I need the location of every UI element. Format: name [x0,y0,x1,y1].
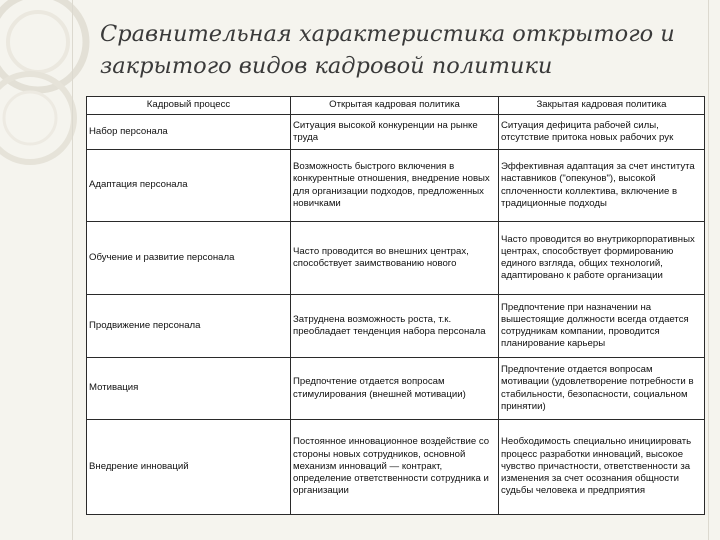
cell-process: Продвижение персонала [87,295,291,358]
cell-closed: Часто проводится во внутрикорпоративных центрах, способствует формированию единого взгляда, общих технологий, адаптировано к работе организации [499,222,705,295]
slide-title [100,18,700,82]
cell-open: Постоянное инновационное воздействие со стороны новых сотрудников, основной механизм инноваций — контракт, определение ответственности сотрудника и организации [291,420,499,515]
cell-open: Затруднена возможность роста, т.к. преобладает тенденция набора персонала [291,295,499,358]
cell-closed: Ситуация дефицита рабочей силы, отсутствие притока новых рабочих рук [499,115,705,150]
cell-open: Предпочтение отдается вопросам стимулирования (внешней мотивации) [291,358,499,420]
cell-closed: Предпочтение отдается вопросам мотивации (удовлетворение потребности в стабильности, безопасности, социальном принятии) [499,358,705,420]
header-process: Кадровый процесс [87,97,291,115]
cell-process: Набор персонала [87,115,291,150]
slide-title-line-1: Сравнительная характеристика открытого и [100,21,675,47]
cell-open: Ситуация высокой конкуренции на рынке труда [291,115,499,150]
table-row [87,115,705,150]
table-row [87,295,705,358]
cell-closed: Необходимость специально инициировать процесс разработки инноваций, высокое чувство причастности, ответственности за изменения за счет осознания общности судьбы человека и предприятия [499,420,705,515]
cell-open: Часто проводится во внешних центрах, способствует заимствованию нового [291,222,499,295]
cell-process: Обучение и развитие персонала [87,222,291,295]
header-open-policy: Открытая кадровая политика [291,97,499,115]
table-row [87,222,705,295]
cell-closed: Предпочтение при назначении на вышестоящие должности всегда отдается сотрудникам компании, проводится планирование карьеры [499,295,705,358]
table-row [87,358,705,420]
table-row [87,420,705,515]
cell-process: Адаптация персонала [87,150,291,222]
table-row [87,150,705,222]
slide-title-line-2: закрытого видов кадровой политики [100,53,553,79]
right-vertical-rule [708,0,709,540]
cell-process: Мотивация [87,358,291,420]
table-header-row [87,97,705,115]
cell-process: Внедрение инноваций [87,420,291,515]
comparison-table [86,96,705,515]
cell-open: Возможность быстрого включения в конкурентные отношения, внедрение новых для организации подходов, предложенных новичками [291,150,499,222]
left-vertical-rule [72,0,73,540]
cell-closed: Эффективная адаптация за счет института наставников ("опекунов"), высокой сплоченности коллектива, включение в традиционные подходы [499,150,705,222]
header-closed-policy: Закрытая кадровая политика [499,97,705,115]
